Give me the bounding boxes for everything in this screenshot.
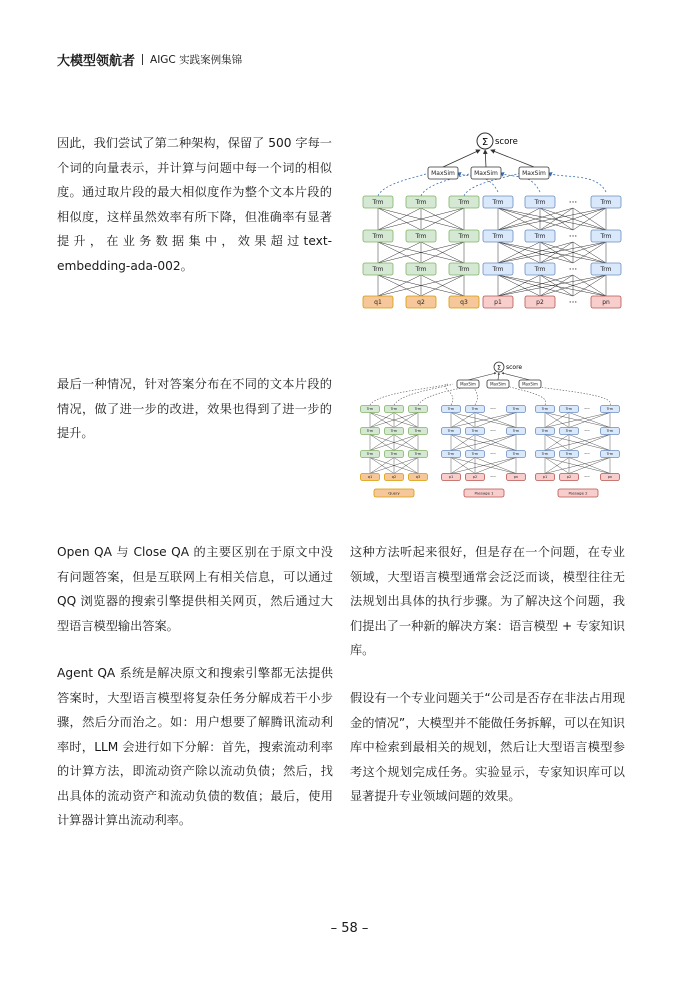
svg-text:Trm: Trm: [458, 199, 470, 207]
fig2-query-trm: [385, 451, 404, 458]
fig1-ellipsis: ···: [568, 298, 578, 308]
fig2-passage1-trm: [442, 428, 461, 435]
paragraph-open-qa: Open QA 与 Close QA 的主要区别在于原文中没有问题答案，但是互联网上有相关信息，可以通过 QQ 浏览器的搜索引擎提供相关网页，然后通过大型语言模型输出答案。: [57, 545, 333, 633]
svg-text:q2: q2: [417, 299, 425, 307]
svg-text:Trm: Trm: [366, 429, 374, 434]
figure-late-interaction: [358, 126, 623, 316]
paragraph-approach-problem: 这种方法听起来很好，但是存在一个问题，在专业领域，大型语言模型通常会泛泛而谈，模型往往无法规划出具体的执行步骤。为了解决这个问题，我们提出了一种新的解决方案：语言模型 + 专家知识库。: [350, 545, 625, 657]
svg-text:Trm: Trm: [471, 429, 479, 434]
fig1-sum-symbol: Σ: [481, 137, 489, 148]
svg-text:Trm: Trm: [565, 452, 573, 457]
fig2-passage1-trm: [507, 428, 526, 435]
fig2-query-token: [409, 474, 428, 481]
svg-text:Trm: Trm: [565, 429, 573, 434]
fig2-passage2-trm: [536, 428, 555, 435]
svg-text:Trm: Trm: [606, 429, 614, 434]
svg-text:Trm: Trm: [471, 452, 479, 457]
fig2-query-trm: [361, 406, 380, 413]
svg-text:Trm: Trm: [492, 199, 504, 207]
fig2-passage1-token: [442, 474, 461, 481]
fig2-ellipsis: ···: [490, 428, 496, 435]
fig2-query-trm: [385, 428, 404, 435]
svg-text:pn: pn: [513, 475, 519, 480]
svg-text:Trm: Trm: [458, 266, 470, 274]
svg-text:Trm: Trm: [600, 266, 612, 274]
svg-text:p2: p2: [536, 299, 544, 307]
svg-text:q2: q2: [391, 475, 397, 480]
fig1-query-trm: [406, 263, 436, 275]
fig2-passage2-token: [601, 474, 620, 481]
fig2-ellipsis: ···: [490, 406, 496, 413]
fig2-query-trm: [385, 406, 404, 413]
svg-text:Trm: Trm: [415, 199, 427, 207]
fig1-doc-trm: [591, 263, 621, 275]
fig2-passage1-trm: [507, 451, 526, 458]
fig2-maxsim-row: [457, 380, 541, 388]
svg-text:Trm: Trm: [541, 429, 549, 434]
fig2-passage2-trm: [601, 406, 620, 413]
svg-text:Trm: Trm: [534, 233, 546, 241]
fig1-ellipsis: ···: [568, 232, 578, 242]
page-number: – 58 –: [330, 921, 369, 936]
fig2-passage1-trm: [466, 428, 485, 435]
fig1-query-token: [363, 296, 393, 308]
svg-text:Trm: Trm: [372, 266, 384, 274]
fig2-passage2-trm: [560, 406, 579, 413]
fig2-query-trm: [409, 406, 428, 413]
svg-text:MaxSim: MaxSim: [490, 381, 506, 387]
svg-text:Trm: Trm: [541, 407, 549, 412]
svg-text:MaxSim: MaxSim: [474, 170, 498, 178]
svg-text:Passage 2: Passage 2: [568, 490, 588, 496]
svg-text:Trm: Trm: [471, 407, 479, 412]
fig2-score-node: [494, 362, 522, 372]
fig2-passage1-group-label: [464, 489, 504, 497]
svg-text:Trm: Trm: [414, 429, 422, 434]
fig1-doc-trm: [525, 230, 555, 242]
fig1-query-trm: [449, 196, 479, 208]
fig2-passage1-trm: [507, 406, 526, 413]
fig1-query-trm: [363, 263, 393, 275]
fig1-query-trm: [449, 263, 479, 275]
fig2-passage1-trm: [442, 406, 461, 413]
paragraph-agent-qa: Agent QA 系统是解决原文和搜索引擎都无法提供答案时，大型语言模型将复杂任务分解成若干小步骤，然后分而治之。如：用户想要了解腾讯流动利率时，LLM 会进行如下分解：首先，搜索流动利率的计算方法，即流动资产除以流动负债；然后，找出具体的流动资产和流动负债的数值；最后，使用计算器计算出流动利率。: [57, 666, 333, 827]
fig1-query-trm: [406, 230, 436, 242]
fig2-query-group-label: [374, 489, 414, 497]
fig1-maxsim-row: [428, 167, 549, 179]
svg-text:Trm: Trm: [390, 452, 398, 457]
fig1-maxsim-box: [519, 167, 549, 179]
svg-text:Passage 1: Passage 1: [474, 490, 494, 496]
fig2-passage2-trm: [536, 406, 555, 413]
fig1-doc-trm: [483, 230, 513, 242]
fig2-group-labels: [374, 489, 598, 497]
fig1-transformer-layers: [363, 196, 621, 275]
svg-text:pn: pn: [602, 299, 610, 307]
svg-text:Trm: Trm: [390, 429, 398, 434]
svg-text:Trm: Trm: [366, 452, 374, 457]
svg-text:Trm: Trm: [565, 407, 573, 412]
fig1-doc-trm: [525, 263, 555, 275]
svg-text:p2: p2: [566, 475, 572, 480]
svg-text:pn: pn: [607, 475, 613, 480]
svg-text:MaxSim: MaxSim: [522, 381, 538, 387]
fig1-query-trm: [363, 230, 393, 242]
fig1-ellipsis: ···: [568, 265, 578, 275]
fig1-query-trm: [363, 196, 393, 208]
svg-text:q1: q1: [367, 475, 373, 480]
fig1-passage-token: [591, 296, 621, 308]
svg-text:p1: p1: [494, 299, 502, 307]
fig2-ellipsis: ···: [584, 451, 590, 458]
svg-text:Trm: Trm: [541, 452, 549, 457]
fig1-doc-trm: [591, 196, 621, 208]
fig2-ellipsis: ···: [584, 474, 590, 481]
svg-text:p1: p1: [448, 475, 454, 480]
fig2-passage1-token: [466, 474, 485, 481]
fig1-doc-trm: [483, 196, 513, 208]
page-header: [57, 50, 242, 69]
svg-text:MaxSim: MaxSim: [522, 170, 546, 178]
header-divider: [142, 54, 143, 65]
fig2-passage1-token: [507, 474, 526, 481]
fig2-passage1-trm: [466, 406, 485, 413]
svg-text:Trm: Trm: [512, 452, 520, 457]
svg-text:Trm: Trm: [415, 233, 427, 241]
fig2-query-trm: [361, 428, 380, 435]
svg-text:Trm: Trm: [390, 407, 398, 412]
fig2-passage2-trm: [601, 451, 620, 458]
svg-text:Trm: Trm: [415, 266, 427, 274]
header-brand: 大模型领航者: [57, 54, 136, 69]
svg-text:Trm: Trm: [366, 407, 374, 412]
svg-text:Trm: Trm: [492, 266, 504, 274]
fig2-query-trm: [409, 428, 428, 435]
fig2-sum-symbol: Σ: [496, 363, 502, 372]
fig2-ellipsis: ···: [584, 406, 590, 413]
fig2-maxsim-box: [457, 380, 479, 388]
svg-text:Trm: Trm: [447, 407, 455, 412]
fig1-passage-token: [525, 296, 555, 308]
fig2-query-trm: [361, 451, 380, 458]
svg-text:p2: p2: [472, 475, 478, 480]
fig1-query-token: [406, 296, 436, 308]
figure-multi-passage: [358, 358, 626, 503]
fig2-passage2-trm: [536, 451, 555, 458]
svg-text:Trm: Trm: [534, 199, 546, 207]
svg-text:Trm: Trm: [534, 266, 546, 274]
paragraph-architecture-2: 因此，我们尝试了第二种架构，保留了 500 字每一个词的向量表示，并计算与问题中每一个词的相似度。通过取片段的最大相似度作为整个文本片段的相似度，这样虽然效率有所下降，但准确率有显著提升，在业务数据集中，效果超过text-embedding-ada-002。: [57, 136, 332, 273]
fig1-ellipsis: ···: [568, 198, 578, 208]
svg-text:q3: q3: [415, 475, 421, 480]
fig2-passage2-trm: [601, 428, 620, 435]
svg-text:Trm: Trm: [372, 233, 384, 241]
svg-text:q3: q3: [460, 299, 468, 307]
svg-text:MaxSim: MaxSim: [431, 170, 455, 178]
fig2-ellipsis: ···: [490, 474, 496, 481]
fig2-ellipsis: ···: [584, 428, 590, 435]
fig2-passage2-token: [536, 474, 555, 481]
svg-text:Trm: Trm: [606, 407, 614, 412]
fig1-doc-trm: [591, 230, 621, 242]
fig1-passage-token: [483, 296, 513, 308]
fig2-maxsim-box: [487, 380, 509, 388]
svg-text:Trm: Trm: [600, 199, 612, 207]
paragraph-multi-passage: 最后一种情况，针对答案分布在不同的文本片段的情况，做了进一步的改进，效果也得到了进一步的提升。: [57, 377, 332, 440]
svg-text:q1: q1: [374, 299, 382, 307]
fig2-passage2-trm: [560, 428, 579, 435]
svg-text:Trm: Trm: [458, 233, 470, 241]
fig1-score-label: score: [495, 137, 518, 147]
svg-text:Trm: Trm: [606, 452, 614, 457]
svg-text:Trm: Trm: [512, 429, 520, 434]
svg-text:Trm: Trm: [447, 429, 455, 434]
fig1-query-trm: [406, 196, 436, 208]
fig1-doc-trm: [525, 196, 555, 208]
svg-text:Trm: Trm: [492, 233, 504, 241]
fig2-score-label: score: [506, 364, 523, 371]
svg-text:MaxSim: MaxSim: [460, 381, 476, 387]
fig1-token-row: [363, 296, 621, 308]
fig2-passage2-group-label: [558, 489, 598, 497]
fig2-query-token: [385, 474, 404, 481]
svg-text:Trm: Trm: [414, 407, 422, 412]
svg-text:Trm: Trm: [414, 452, 422, 457]
fig1-maxsim-box: [428, 167, 458, 179]
fig1-maxsim-box: [471, 167, 501, 179]
svg-text:Trm: Trm: [600, 233, 612, 241]
fig1-query-trm: [449, 230, 479, 242]
paragraph-expert-knowledge: 假设有一个专业问题关于“公司是否存在非法占用现金的情况”，大模型并不能做任务拆解，可以在知识库中检索到最相关的规划，然后让大型语言模型参考这个规划完成任务。实验显示，专家知识库可以显著提升专业领域问题的效果。: [350, 691, 625, 803]
fig2-maxsim-box: [519, 380, 541, 388]
header-subtitle: AIGC 实践案例集锦: [150, 54, 243, 66]
fig2-token-row: [361, 474, 620, 482]
fig2-query-token: [361, 474, 380, 481]
fig1-score-node: [477, 133, 518, 149]
svg-text:Query: Query: [388, 490, 400, 496]
svg-text:p1: p1: [542, 475, 548, 480]
fig2-passage2-token: [560, 474, 579, 481]
fig2-passage1-trm: [466, 451, 485, 458]
svg-text:Trm: Trm: [512, 407, 520, 412]
fig2-query-trm: [409, 451, 428, 458]
svg-text:Trm: Trm: [447, 452, 455, 457]
fig1-query-token: [449, 296, 479, 308]
fig2-passage1-trm: [442, 451, 461, 458]
fig2-ellipsis: ···: [490, 451, 496, 458]
svg-text:Trm: Trm: [372, 199, 384, 207]
fig2-transformer-layers: [361, 406, 620, 459]
fig1-doc-trm: [483, 263, 513, 275]
fig2-passage2-trm: [560, 451, 579, 458]
